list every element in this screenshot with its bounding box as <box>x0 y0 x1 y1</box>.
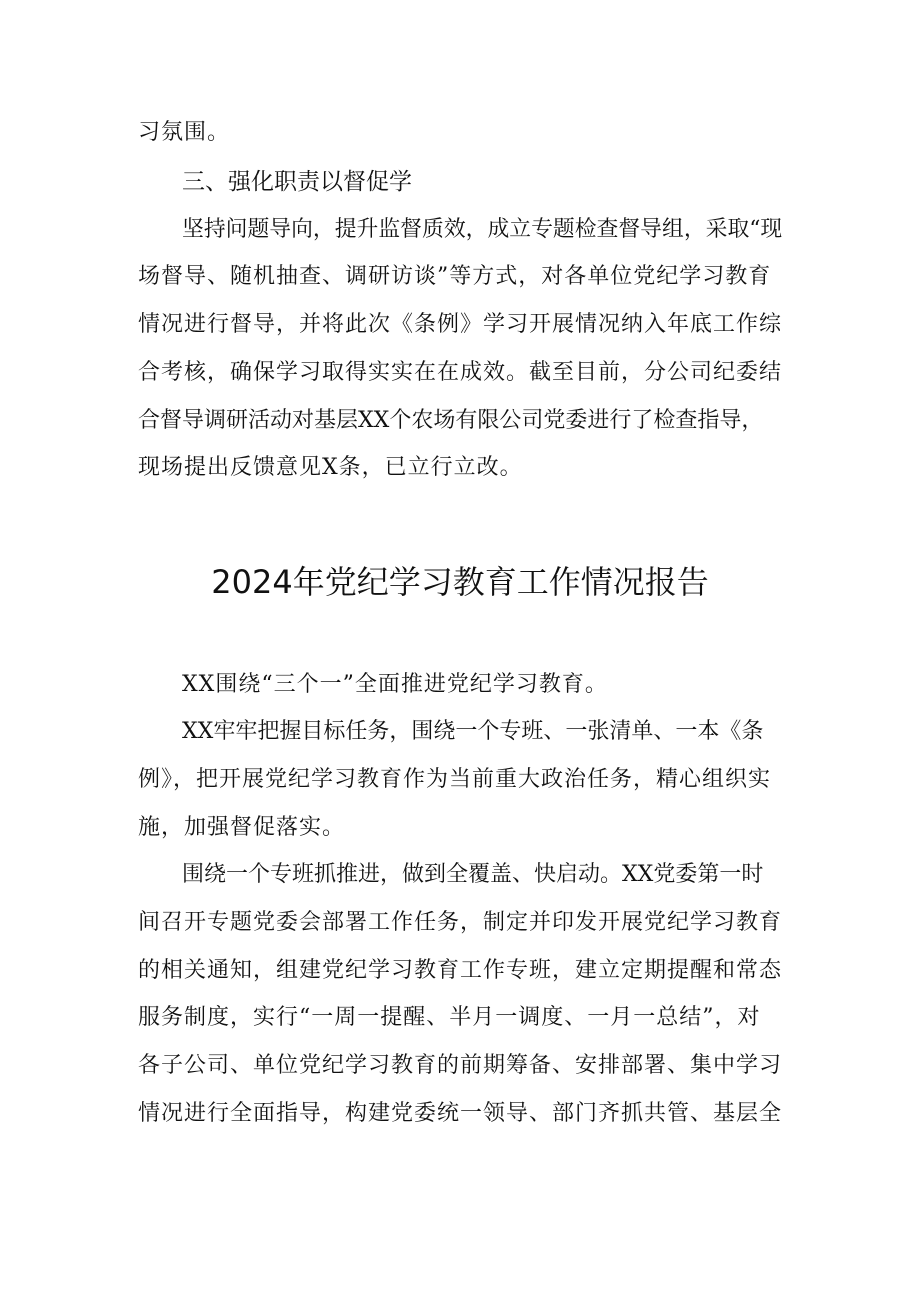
paragraph-line: 合考核，确保学习取得实实在在成效。截至目前，分公司纪委结 <box>138 360 783 385</box>
report-title: 2024年党纪学习教育工作情况报告 <box>211 563 709 601</box>
paragraph-line: 服务制度，实行“一周一提醒、半月一调度、一月一总结”，对 <box>138 1005 761 1030</box>
paragraph-line: 场督导、随机抽查、调研访谈”等方式，对各单位党纪学习教育 <box>138 264 772 289</box>
intro-paragraph: XX围绕“三个一”全面推进党纪学习教育。 <box>182 672 608 697</box>
paragraph-line: 坚持问题导向，提升监督质效，成立专题检查督导组，采取“现 <box>182 217 783 242</box>
paragraph-line: 围绕一个专班抓推进，做到全覆盖、快启动。XX党委第一时 <box>182 862 764 887</box>
paragraph-line: 各子公司、单位党纪学习教育的前期筹备、安排部署、集中学习 <box>138 1053 783 1078</box>
paragraph-line: 间召开专题党委会部署工作任务，制定并印发开展党纪学习教育 <box>138 910 783 935</box>
paragraph-line: 情况进行督导，并将此次《条例》学习开展情况纳入年底工作综 <box>138 312 783 337</box>
paragraph-line: XX牢牢把握目标任务，围绕一个专班、一张清单、一本《条 <box>182 719 764 744</box>
paragraph-line: 的相关通知，组建党纪学习教育工作专班，建立定期提醒和常态 <box>138 958 783 983</box>
paragraph-line: 施，加强督促落实。 <box>138 815 346 840</box>
paragraph-tail-line: 习氛围。 <box>138 120 231 145</box>
paragraph-line: 现场提出反馈意见X条，已立行立改。 <box>138 455 523 480</box>
paragraph-line: 例》，把开展党纪学习教育作为当前重大政治任务，精心组织实 <box>138 767 772 792</box>
section-heading: 三、强化职责以督促学 <box>182 169 412 195</box>
paragraph-line: 情况进行全面指导，构建党委统一领导、部门齐抓共管、基层全 <box>138 1101 783 1126</box>
paragraph-line: 合督导调研活动对基层XX个农场有限公司党委进行了检查指导， <box>138 408 764 433</box>
